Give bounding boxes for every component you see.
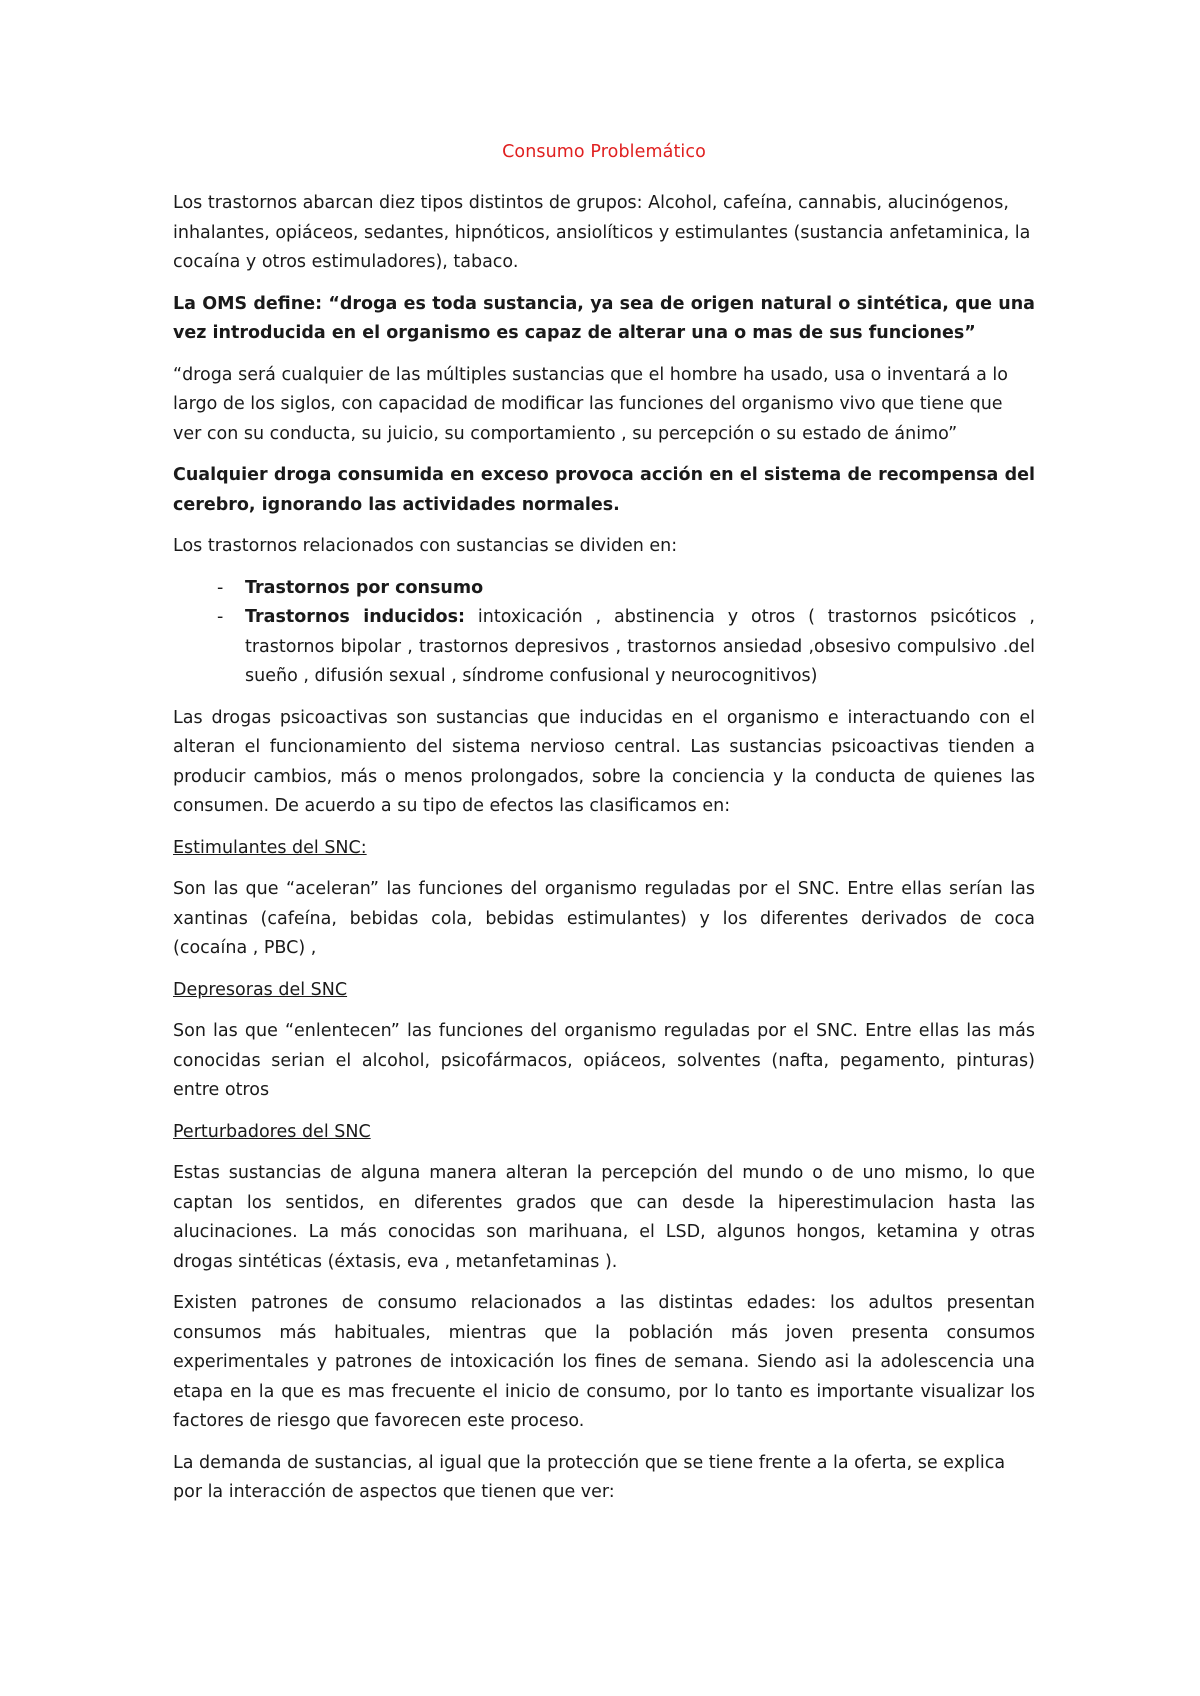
paragraph-patrones: Existen patrones de consumo relacionados a las distintas edades: los adultos presentan consumos más habituales, mientras que la población más joven presenta consumos experimentales y patrones de intoxicación los fines de semana. Siendo asi la adolescencia una etapa en la que es mas frecuente el inicio de consumo, por lo tanto es importante visualizar los factores de riesgo que favorecen este proceso. (173, 1293, 1035, 1431)
paragraph-perturbadores: Estas sustancias de alguna manera alteran la percepción del mundo o de uno mismo, lo que captan los sentidos, en diferentes grados que can desde la hiperestimulacion hasta las alucinaciones. La más conocidas son marihuana, el LSD, algunos hongos, ketamina y otras drogas sintéticas (éxtasis, eva , metanfetaminas ). (173, 1163, 1035, 1272)
paragraph-depresoras: Son las que “enlentecen” las funciones del organismo reguladas por el SNC. Entre ellas las más conocidas serian el alcohol, psicofármacos, opiáceos, solventes (nafta, pegamento, pinturas) entre otros (173, 1021, 1035, 1100)
paragraph-demanda: La demanda de sustancias, al igual que la protección que se tiene frente a la oferta, se explica por la interacción de aspectos que tienen que ver: (173, 1452, 1006, 1502)
disorder-list (173, 574, 1035, 692)
list-item (173, 574, 1035, 604)
list-item (173, 603, 1035, 692)
paragraph-psicoactivas: Las drogas psicoactivas son sustancias que inducidas en el organismo e interactuando con el alteran el funcionamiento del sistema nervioso central. Las sustancias psicoactivas tienden a producir cambios, más o menos prolongados, sobre la conciencia y la conducta de quienes las consumen. De acuerdo a su tipo de efectos las clasificamos en: (173, 707, 1035, 816)
heading-depresoras: Depresoras del SNC (173, 979, 348, 1000)
list-bullet: - (217, 607, 224, 627)
drug-quote: “droga será cualquier de las múltiples sustancias que el hombre ha usado, usa o inventará a lo largo de los siglos, con capacidad de modificar las funciones del organismo vivo que tiene que ver con su conducta, su juicio, su comportamiento , su percepción o su estado de ánimo” (173, 364, 1008, 444)
heading-estimulantes: Estimulantes del SNC: (173, 837, 367, 858)
excess-statement: Cualquier droga consumida en exceso provoca acción en el sistema de recompensa del cerebro, ignorando las actividades normales. (173, 465, 1035, 515)
document-title: Consumo Problemático (502, 142, 706, 162)
paragraph-estimulantes: Son las que “aceleran” las funciones del organismo reguladas por el SNC. Entre ellas serían las xantinas (cafeína, bebidas cola, bebidas estimulantes) y los diferentes derivados de coca (cocaína , PBC) , (173, 879, 1035, 958)
paragraph-trastornos: Los trastornos abarcan diez tipos distintos de grupos: Alcohol, cafeína, cannabis, alucinógenos, inhalantes, opiáceos, sedantes, hipnóticos, ansiolíticos y estimulantes (sustancia anfetaminica, la cocaína y otros estimuladores), tabaco. (173, 193, 1031, 272)
divide-intro: Los trastornos relacionados con sustancias se dividen en: (173, 536, 678, 556)
heading-perturbadores: Perturbadores del SNC (173, 1121, 371, 1142)
list-item-label: Trastornos inducidos: (245, 607, 465, 627)
list-bullet: - (217, 577, 224, 598)
list-item-label: Trastornos por consumo (245, 577, 484, 598)
oms-definition: La OMS define: “droga es toda sustancia, ya sea de origen natural o sintética, que una vez introducida en el organismo es capaz de alterar una o mas de sus funciones” (173, 293, 1035, 343)
list-item-text: intoxicación , abstinencia y otros ( trastornos psicóticos , trastornos bipolar , trastornos depresivos , trastornos ansiedad ,obsesivo compulsivo .del sueño , difusión sexual , síndrome confusional y neurocognitivos) (245, 607, 1035, 686)
